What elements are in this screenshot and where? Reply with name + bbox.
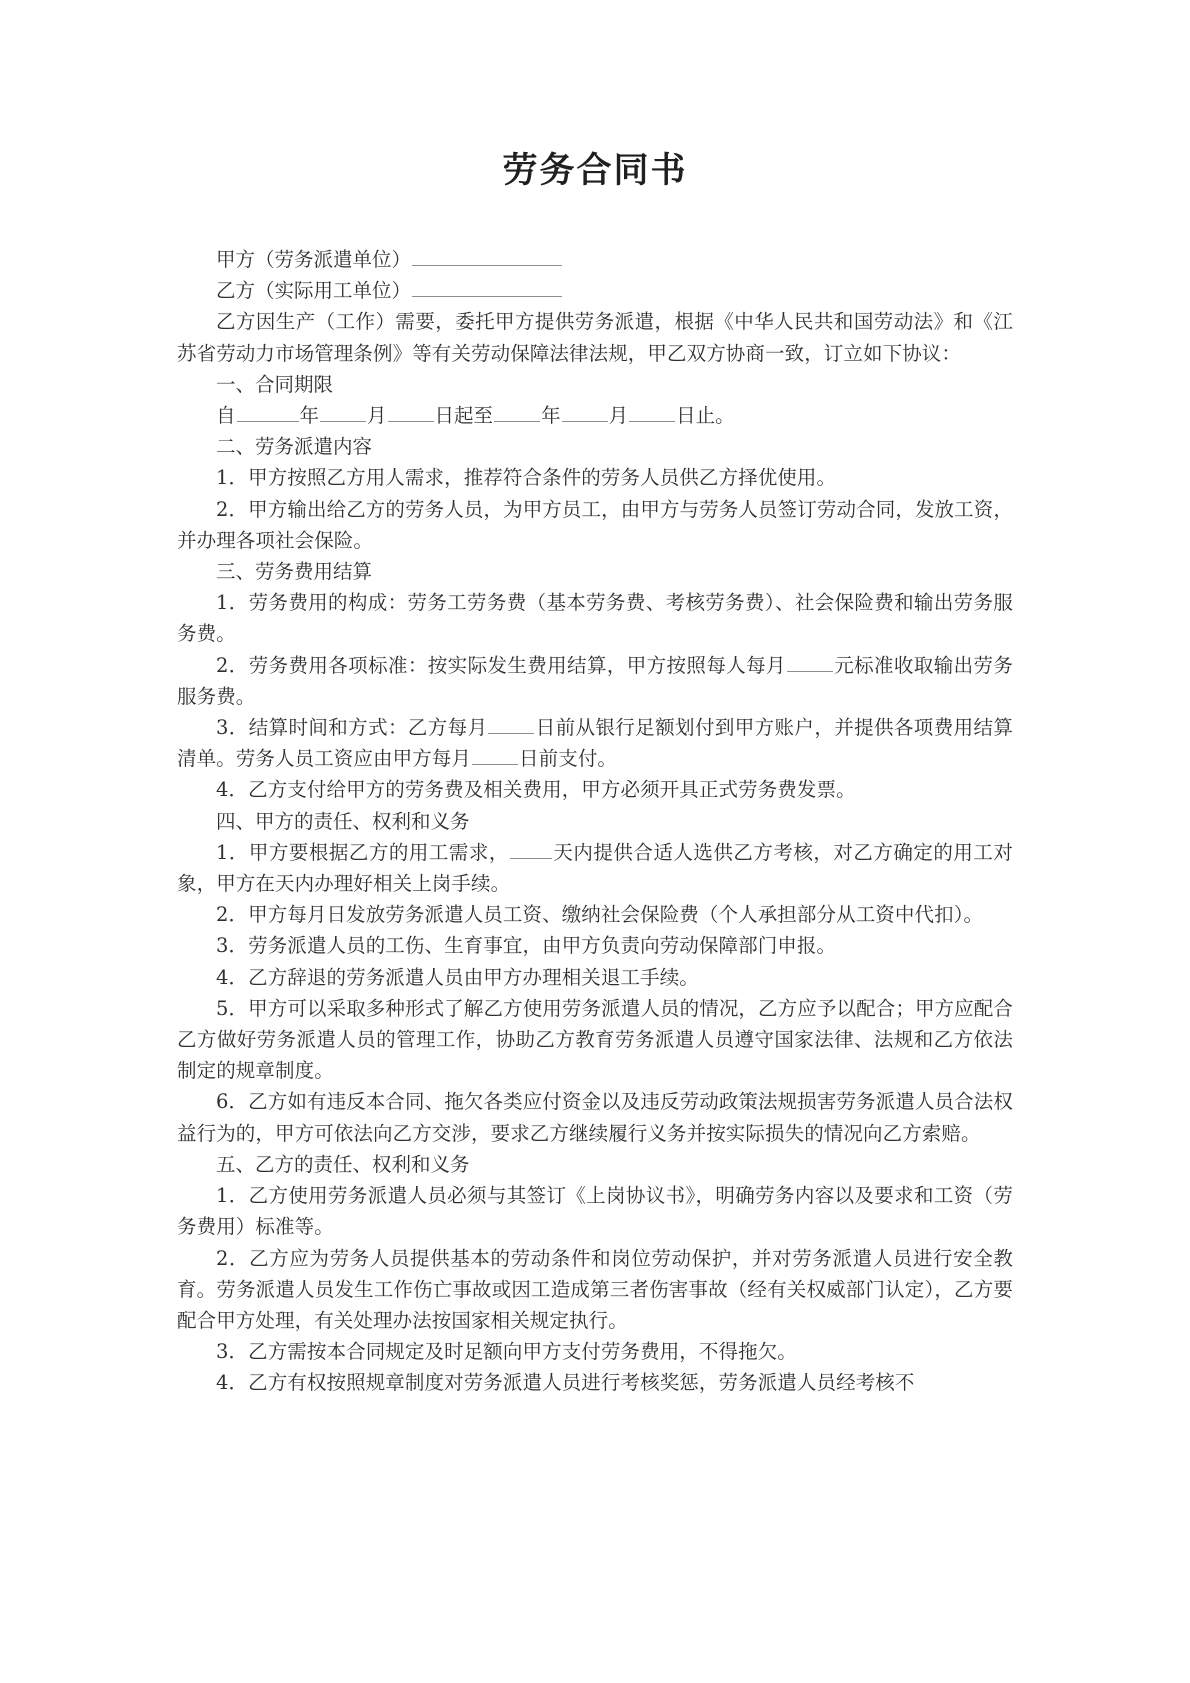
section-5-item-2: 2．乙方应为劳务人员提供基本的劳动条件和岗位劳动保护，并对劳务派遣人员进行安全教育。劳务派遣人员发生工作伤亡事故或因工造成第三者伤害事故（经有关权威部门认定），乙方要配合甲方处理，有关处理办法按国家相关规定执行。 xyxy=(177,1246,1013,1332)
section-heading-5: 五、乙方的责任、权利和义务 xyxy=(216,1152,470,1176)
term-label-start: 自 xyxy=(216,404,236,428)
section-3-item-3-text-c: 日前支付。 xyxy=(519,747,618,771)
section-5-item-4: 4．乙方有权按照规章制度对劳务派遣人员进行考核奖惩，劳务派遣人员经考核不 xyxy=(216,1371,915,1395)
settlement-day-blank[interactable] xyxy=(488,714,534,735)
term-label-month-2: 月 xyxy=(608,404,629,428)
section-4-item-3: 3．劳务派遣人员的工伤、生育事宜，由甲方负责向劳动保障部门申报。 xyxy=(216,934,837,958)
party-blank-jiafang[interactable] xyxy=(412,246,562,267)
section-heading-1: 一、合同期限 xyxy=(216,372,334,396)
section-5-item-1: 1．乙方使用劳务派遣人员必须与其签订《上岗协议书》，明确劳务内容以及要求和工资（劳务费用）标准等。 xyxy=(177,1184,1013,1239)
section-4-item-4: 4．乙方辞退的劳务派遣人员由甲方办理相关退工手续。 xyxy=(216,965,699,989)
term-label-month-1: 月 xyxy=(367,404,387,428)
term-label-until: 日起至 xyxy=(434,404,494,428)
term-blank-start-day[interactable] xyxy=(388,402,434,423)
term-label-end: 日止。 xyxy=(676,404,735,428)
party-line-jiafang xyxy=(177,244,1013,275)
section-3-item-1: 1．劳务费用的构成：劳务工劳务费（基本劳务费、考核劳务费）、社会保险费和输出劳务服务费。 xyxy=(177,591,1013,646)
party-label-yifang: 乙方（实际用工单位） xyxy=(216,279,412,303)
wage-payment-day-blank[interactable] xyxy=(472,745,518,766)
section-4-item-2: 2．甲方每月日发放劳务派遣人员工资、缴纳社会保险费（个人承担部分从工资中代扣）。 xyxy=(216,903,984,927)
term-label-year-2: 年 xyxy=(541,404,561,428)
party-label-jiafang: 甲方（劳务派遣单位） xyxy=(216,248,412,271)
contract-term-line xyxy=(177,400,1013,431)
term-blank-start-year[interactable] xyxy=(237,402,299,423)
candidate-days-blank[interactable] xyxy=(510,838,552,859)
term-blank-start-month[interactable] xyxy=(320,402,366,423)
section-4-item-6: 6．乙方如有违反本合同、拖欠各类应付资金以及违反劳动政策法规损害劳务派遣人员合法权益行为的，甲方可依法向乙方交涉，要求乙方继续履行义务并按实际损失的情况向乙方索赔。 xyxy=(177,1090,1013,1145)
section-4-item-1-text-a: 1．甲方要根据乙方的用工需求， xyxy=(216,840,509,864)
section-2-item-1: 1．甲方按照乙方用人需求，推荐符合条件的劳务人员供乙方择优使用。 xyxy=(216,466,837,490)
page-title: 劳务合同书 xyxy=(502,150,688,191)
section-3-item-3-text-a: 3．结算时间和方式：乙方每月 xyxy=(216,716,488,740)
section-heading-4: 四、甲方的责任、权利和义务 xyxy=(216,809,470,833)
party-blank-yifang[interactable] xyxy=(412,277,562,298)
term-blank-end-year[interactable] xyxy=(494,402,540,423)
section-3-item-3 xyxy=(177,712,1013,774)
party-line-yifang xyxy=(177,275,1013,306)
section-heading-3: 三、劳务费用结算 xyxy=(216,560,373,584)
section-3-item-2-text-a: 2．劳务费用各项标准：按实际发生费用结算，甲方按照每人每月 xyxy=(216,653,786,677)
section-5-item-3: 3．乙方需按本合同规定及时足额向甲方支付劳务费用，不得拖欠。 xyxy=(216,1340,797,1364)
term-label-year-1: 年 xyxy=(299,404,320,428)
document-body xyxy=(177,244,1013,1399)
section-heading-2: 二、劳务派遣内容 xyxy=(216,435,373,459)
preamble-paragraph: 乙方因生产（工作）需要，委托甲方提供劳务派遣，根据《中华人民共和国劳动法》和《江苏省劳动力市场管理条例》等有关劳动保障法律法规，甲乙双方协商一致，订立如下协议： xyxy=(177,310,1013,365)
section-3-item-2-text-b: 元标准收取输出劳务服务费。 xyxy=(177,653,1013,708)
section-2-item-2: 2．甲方输出给乙方的劳务人员，为甲方员工，由甲方与劳务人员签订劳动合同，发放工资，并办理各项社会保险。 xyxy=(177,497,1013,552)
section-4-item-1 xyxy=(177,837,1013,899)
section-3-item-2 xyxy=(177,650,1013,712)
section-4-item-5: 5．甲方可以采取多种形式了解乙方使用劳务派遣人员的情况，乙方应予以配合；甲方应配合乙方做好劳务派遣人员的管理工作，协助乙方教育劳务派遣人员遵守国家法律、法规和乙方依法制定的规章制度。 xyxy=(177,996,1013,1083)
section-3-item-4: 4．乙方支付给甲方的劳务费及相关费用，甲方必须开具正式劳务费发票。 xyxy=(216,778,856,802)
section-3-item-3-text-b: 日前从银行足额划付到甲方账户，并提供各项费用结算清单。劳务人员工资应由甲方每月 xyxy=(177,716,1013,771)
section-4-item-1-text-b: 天内提供合适人选供乙方考核，对乙方确定的用工对象，甲方在天内办理好相关上岗手续。 xyxy=(177,840,1013,896)
term-blank-end-month[interactable] xyxy=(562,402,608,423)
term-blank-end-day[interactable] xyxy=(629,402,675,423)
monthly-fee-blank[interactable] xyxy=(787,651,833,672)
